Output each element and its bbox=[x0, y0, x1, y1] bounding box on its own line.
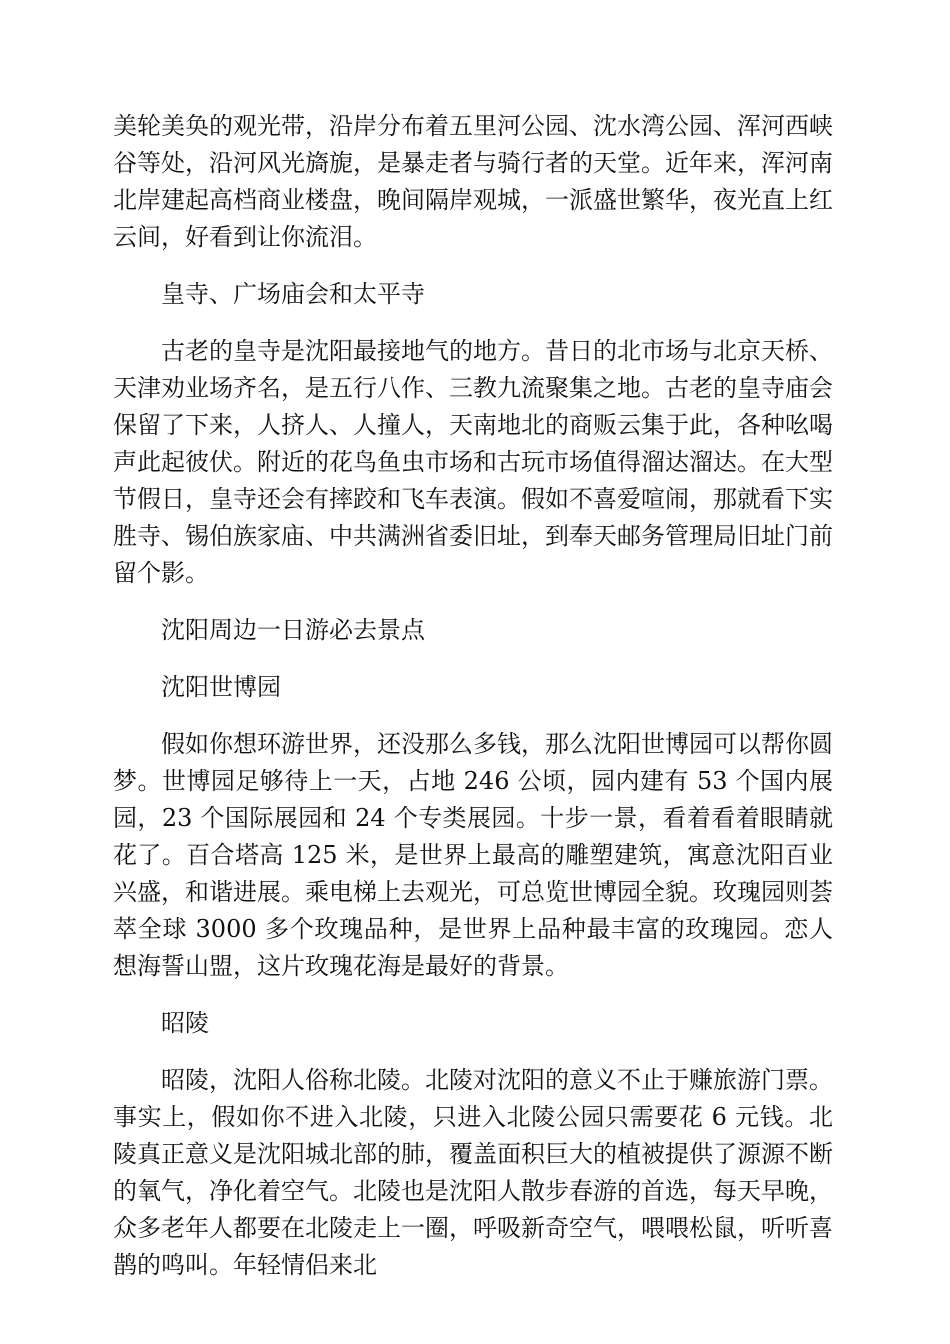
paragraph-continued: 美轮美奂的观光带，沿岸分布着五里河公园、沈水湾公园、浑河西峡谷等处，沿河风光旖旎，是暴走者与骑行者的天堂。近年来，浑河南北岸建起高档商业楼盘，晚间隔岸观城，一派盛世繁华，夜光直上红云间，好看到让你流泪。 bbox=[113, 112, 833, 251]
paragraph-huangsi: 古老的皇寺是沈阳最接地气的地方。昔日的北市场与北京天桥、天津劝业场齐名，是五行八作、三教九流聚集之地。古老的皇寺庙会保留了下来，人挤人、人撞人，天南地北的商贩云集于此，各种吆喝声此起彼伏。附近的花鸟鱼虫市场和古玩市场值得溜达溜达。在大型节假日，皇寺还会有摔跤和飞车表演。假如不喜爱喧闹，那就看下实胜寺、锡伯族家庙、中共满洲省委旧址，到奉天邮务管理局旧址门前留个影。 bbox=[113, 337, 833, 587]
paragraph-expo-garden: 假如你想环游世界，还没那么多钱，那么沈阳世博园可以帮你圆梦。世博园足够待上一天，占地 246 公顷，园内建有 53 个国内展园，23 个国际展园和 24 个专类展园。十步一景，看着看着眼睛就花了。百合塔高 125 米，是世界上最高的雕塑建筑，寓意沈阳百业兴盛，和谐进展。乘电梯上去观光，可总览世博园全貌。玫瑰园则荟萃全球 3000 多个玫瑰品种，是世界上品种最丰富的玫瑰园。恋人想海誓山盟，这片玫瑰花海是最好的背景。 bbox=[113, 730, 833, 980]
paragraph-zhaoling: 昭陵，沈阳人俗称北陵。北陵对沈阳的意义不止于赚旅游门票。事实上，假如你不进入北陵，只进入北陵公园只需要花 6 元钱。北陵真正意义是沈阳城北部的肺，覆盖面积巨大的植被提供了源源不断的氧气，净化着空气。北陵也是沈阳人散步春游的首选，每天早晚，众多老年人都要在北陵走上一圈，呼吸新奇空气，喂喂松鼠，听听喜鹊的鸣叫。年轻情侣来北 bbox=[113, 1066, 833, 1279]
section-heading-zhaoling: 昭陵 bbox=[161, 1009, 209, 1037]
section-heading-day-trip: 沈阳周边一日游必去景点 bbox=[161, 616, 425, 644]
document-page bbox=[113, 108, 833, 1304]
section-heading-huangsi: 皇寺、广场庙会和太平寺 bbox=[161, 280, 425, 308]
section-heading-expo-garden: 沈阳世博园 bbox=[161, 673, 281, 701]
